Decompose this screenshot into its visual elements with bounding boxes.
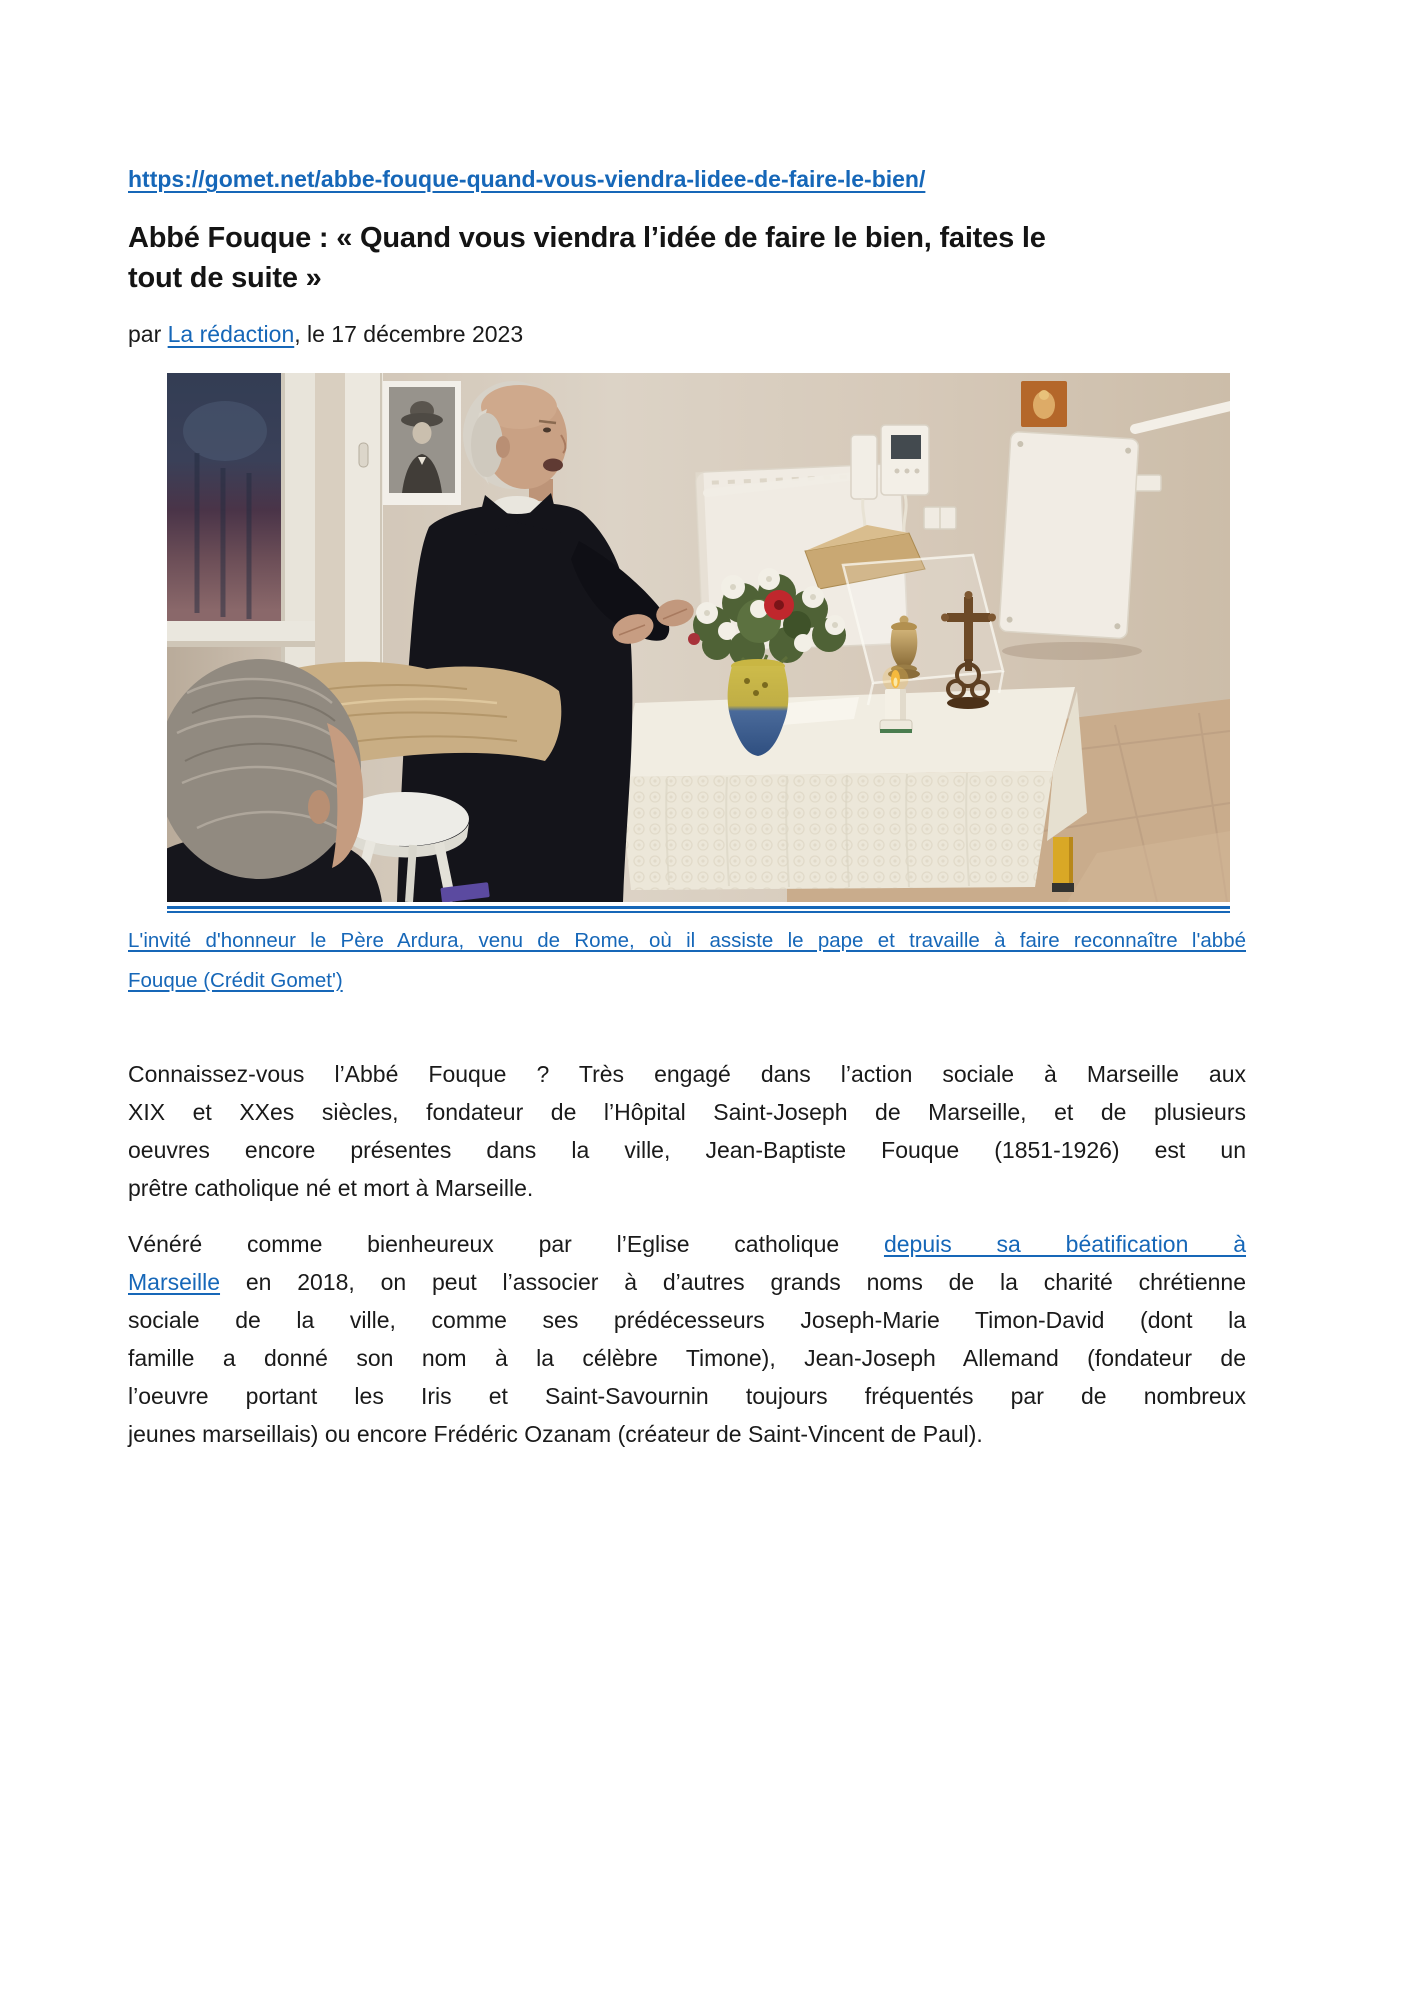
- article-title: [128, 218, 1246, 298]
- text-line: [128, 218, 1246, 258]
- article-photo[interactable]: [167, 373, 1230, 902]
- text-run: en 2018, on peut l’associer à d’autres grands noms de la charité chrétienne: [220, 1269, 1246, 1295]
- text-line: [128, 961, 1246, 1001]
- byline: [128, 318, 1246, 350]
- text-run: Abbé Fouque : « Quand vous viendra l’idée de faire le bien, faites le: [128, 222, 1046, 254]
- inline-link[interactable]: Marseille: [128, 1269, 221, 1295]
- text-line: [128, 1131, 1246, 1169]
- byline-prefix: par: [128, 321, 168, 347]
- body-paragraph-1: [128, 1055, 1246, 1207]
- photo-window: [167, 373, 315, 691]
- text-line: [128, 1169, 1246, 1207]
- text-line: [128, 1339, 1246, 1377]
- author-link[interactable]: La rédaction: [167, 321, 295, 347]
- text-run: Vénéré comme bienheureux par l’Eglise catholique: [128, 1231, 884, 1257]
- inline-link[interactable]: depuis sa béatification à: [883, 1231, 1246, 1257]
- text-run: jeunes marseillais) ou encore Frédéric Ozanam (créateur de Saint-Vincent de Paul).: [128, 1421, 983, 1447]
- body-paragraph-2: [128, 1225, 1246, 1453]
- text-run: l’oeuvre portant les Iris et Saint-Savournin toujours fréquentés par de nombreux: [128, 1383, 1246, 1409]
- text-line: [128, 258, 1246, 298]
- photo-altar-table: [605, 687, 1087, 901]
- text-run: Connaissez-vous l’Abbé Fouque ? Très engagé dans l’action sociale à Marseille aux: [128, 1061, 1246, 1087]
- text-line: [128, 1263, 1246, 1301]
- text-line: [128, 1093, 1246, 1131]
- text-line: [128, 921, 1246, 961]
- inline-link[interactable]: Fouque (Crédit Gomet'): [128, 969, 343, 992]
- photo-icon-frame: [1021, 381, 1067, 427]
- text-line: [128, 1301, 1246, 1339]
- byline-date: , le 17 décembre 2023: [294, 321, 524, 347]
- text-line: [128, 1377, 1246, 1415]
- text-run: famille a donné son nom à la célèbre Timone), Jean-Joseph Allemand (fondateur de: [128, 1345, 1246, 1371]
- photo-caption-link[interactable]: [128, 921, 1246, 1001]
- text-run: oeuvres encore présentes dans la ville, Jean-Baptiste Fouque (1851-1926) est un: [128, 1137, 1246, 1163]
- photo-illustration: [167, 373, 1230, 902]
- photo-framed-portrait: [383, 381, 461, 505]
- text-run: sociale de la ville, comme ses prédécesseurs Joseph-Marie Timon-David (dont la: [128, 1307, 1246, 1333]
- photo-door-frame: [345, 373, 383, 683]
- article-url-row: [128, 164, 1246, 194]
- photo-link-underline: [167, 906, 1230, 913]
- text-run: tout de suite »: [128, 262, 322, 294]
- text-line: [128, 1415, 1246, 1453]
- text-line: [128, 1055, 1246, 1093]
- text-line: [128, 1225, 1246, 1263]
- inline-link[interactable]: L'invité d'honneur le Père Ardura, venu de Rome, où il assiste le pape et travaille à faire reconnaître l'abbé: [128, 929, 1246, 952]
- text-run: XIX et XXes siècles, fondateur de l’Hôpital Saint-Joseph de Marseille, et de plusieurs: [128, 1099, 1246, 1125]
- text-run: prêtre catholique né et mort à Marseille.: [128, 1175, 534, 1201]
- article-url-link[interactable]: https://gomet.net/abbe-fouque-quand-vous-viendra-lidee-de-faire-le-bien/: [128, 166, 926, 192]
